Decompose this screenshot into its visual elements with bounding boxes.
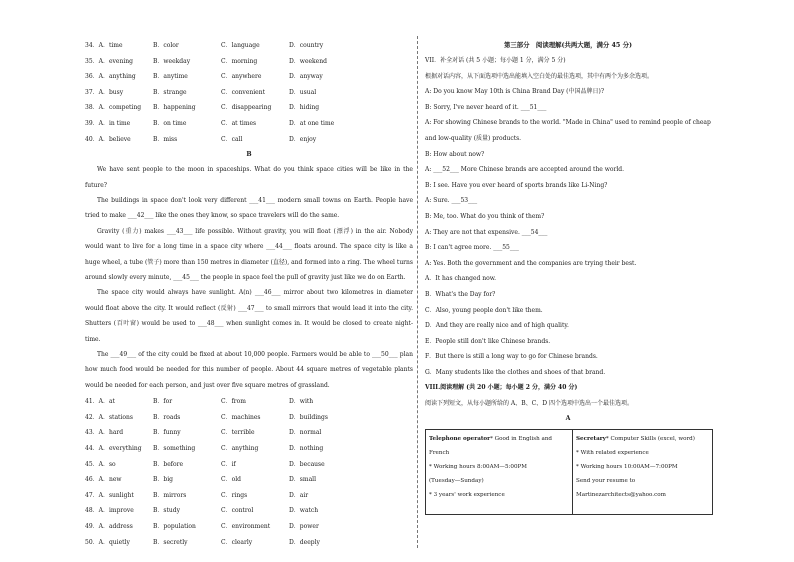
- option-row: [85, 535, 413, 551]
- dialogue-line: A: Sure. ___53___: [425, 197, 478, 205]
- ad-secretary: [573, 430, 712, 514]
- option-d: D．at one time: [289, 119, 335, 127]
- dialogue-line: A: ___52___ More Chinese brands are accepted around the world.: [425, 166, 625, 174]
- option-b: B．something: [153, 445, 196, 453]
- option-d: D．with: [289, 398, 314, 406]
- option-c: C．morning: [221, 57, 258, 65]
- option-b: B．miss: [153, 135, 178, 143]
- option-row: [85, 488, 413, 504]
- ad-line: * 3 years' work experience: [429, 492, 505, 498]
- option-c: C．rings: [221, 491, 248, 499]
- option-b: B．before: [153, 460, 184, 468]
- section-viii-instruction: 阅读下列短文，从每小题所给的 A、B、C、D 四个选项中选出一个最佳选项。: [425, 400, 633, 408]
- dialogue-line: A: For showing Chinese brands to the world. "Made in China" used to remind people of cheap and low-quality (质量) products.: [425, 119, 711, 142]
- option-row: [85, 519, 413, 535]
- option-c: C．language: [221, 42, 260, 49]
- passage-paragraph: Gravity (重力) makes ___43___ life possible. Without gravity, you will float (漂浮) in the air. Nobody would want to live for a long time in a space city where ___44___ floats around. The space city is like a huge wheel, a tube (管子) more than 150 metres in diameter (直径), and formed into a ring. The wheel turns around slowly every minute, ___45___ the people in space feel the pull of gravity just like we do on Earth.: [85, 227, 413, 281]
- option-c: C．control: [221, 507, 254, 515]
- section-viii-title: VIII.阅读理解 (共 20 小题；每小题 2 分，满分 40 分): [425, 384, 578, 392]
- option-b: B．color: [153, 42, 179, 49]
- passage-b: [85, 162, 413, 393]
- option-a: 35．A．evening: [85, 57, 133, 65]
- option-row: [85, 425, 413, 441]
- part-three-title: 第三部分 阅读理解(共两大题，满分 45 分): [503, 41, 633, 49]
- dialogue-block: [425, 84, 711, 271]
- option-row: [85, 394, 413, 410]
- option-d: D．normal: [289, 429, 322, 437]
- option-a: 40．A．believe: [85, 135, 131, 143]
- column-divider: [417, 36, 418, 548]
- option-a: 34．A．time: [85, 42, 123, 49]
- option-c: C．old: [221, 476, 241, 484]
- choice-item: B．What's the Day for?: [425, 290, 496, 298]
- ad-title: Telephone operator: [429, 436, 491, 442]
- section-a-heading: A: [565, 414, 571, 422]
- option-d: D．weekend: [289, 57, 327, 65]
- option-d: D．watch: [289, 507, 319, 515]
- option-d: D．anyway: [289, 73, 323, 81]
- dialogue-line: A: They are not that expensive. ___54___: [425, 228, 548, 236]
- option-a: 41．A．at: [85, 398, 115, 406]
- passage-paragraph: We have sent people to the moon in spaceships. What do you think space cities will be like in the future?: [85, 166, 413, 189]
- option-c: C．anything: [221, 445, 259, 453]
- passage-paragraph: The space city would always have sunlight. A(n) ___46___ mirror about two kilometres in diameter would float above the city. It would reflect (反射) ___47___ to small mirrors that would lead it into the city. Shutters (百叶窗) would be used to ___48___ when sunlight comes in. It would be closed to create night-time.: [85, 289, 413, 343]
- option-c: C．at times: [221, 119, 257, 127]
- dialogue-line: B: Sorry, I've never heard of it. ___51___: [425, 103, 547, 111]
- passage-paragraph: The ___49___ of the city could be fixed at about 10,000 people. Farmers would be able to ___50___ plan how much food would be needed for this number of people. About 44 square metres of vegetable plants would be needed for each person, and just over five square metres of grassland.: [85, 351, 413, 389]
- option-a: 47．A．sunlight: [85, 491, 134, 499]
- option-d: D．deeply: [289, 538, 320, 546]
- option-a: 39．A．in time: [85, 119, 131, 127]
- option-a: 43．A．hard: [85, 429, 124, 437]
- choice-item: C．Also, young people don't like them.: [425, 306, 543, 314]
- option-b: B．population: [153, 523, 196, 530]
- option-row: [85, 457, 413, 473]
- dialogue-line: A: Do you know May 10th is China Brand Day (中国品牌日)?: [425, 88, 605, 96]
- section-vii-title: VII．补全对话 (共 5 小题；每小题 1 分，满分 5 分): [425, 57, 566, 64]
- passage-paragraph: The buildings in space don't look very different ___41___ modern small towns on Earth. People have tried to make ___42___ like the ones they know, so space travelers will do the same.: [85, 196, 413, 220]
- section-vii-instruction: 根据对话内容，从下面选项中选出能填入空白处的最佳选项，其中有两个为多余选项。: [425, 72, 654, 80]
- option-c: C．convenient: [221, 88, 265, 96]
- option-c: C．from: [221, 398, 246, 406]
- option-c: C．terrible: [221, 429, 255, 437]
- option-row: [85, 100, 413, 116]
- choice-item: F．But there is still a long way to go for Chinese brands.: [425, 353, 598, 361]
- option-row: [85, 441, 413, 457]
- option-row: [85, 503, 413, 519]
- option-b: B．strange: [153, 88, 187, 96]
- choice-item: D．And they are really nice and of high quality.: [425, 322, 569, 330]
- dialogue-line: B: I can't agree more. ___55___: [425, 244, 519, 252]
- option-b: B．on time: [153, 119, 187, 127]
- option-b: B．weekday: [153, 57, 191, 65]
- option-a: 46．A．new: [85, 476, 122, 484]
- ad-line: Send your resume to Martinezarchitects@yahoo.com: [576, 478, 666, 498]
- choice-item: G．Many students like the clothes and shoes of that brand.: [425, 368, 606, 376]
- option-d: D．power: [289, 523, 319, 530]
- dialogue-line: B: I see. Have you ever heard of sports brands like Li-Ning?: [425, 181, 608, 189]
- option-c: C．environment: [221, 523, 271, 530]
- option-a: 50．A．quietly: [85, 538, 130, 546]
- option-a: 36．A．anything: [85, 73, 136, 81]
- option-d: D．nothing: [289, 445, 324, 453]
- option-a: 49．A．address: [85, 523, 133, 530]
- ad-telephone-operator: [426, 430, 573, 514]
- ad-title: Secretary: [576, 436, 606, 442]
- choice-item: E．People still don't like Chinese brands.: [425, 337, 551, 345]
- option-row: [85, 472, 413, 488]
- left-column: [85, 38, 413, 550]
- ad-description: * Good in English and French: [429, 436, 553, 456]
- choice-list: [425, 271, 711, 380]
- right-column: [425, 38, 711, 426]
- option-b: B．roads: [153, 413, 181, 421]
- option-b: B．anytime: [153, 73, 188, 81]
- option-row: [85, 38, 413, 54]
- option-a: 42．A．stations: [85, 413, 133, 421]
- option-b: B．mirrors: [153, 491, 187, 499]
- option-c: C．call: [221, 135, 243, 143]
- option-row: [85, 410, 413, 426]
- options-block-41-50: [85, 394, 413, 550]
- option-b: B．for: [153, 398, 173, 406]
- option-a: 37．A．busy: [85, 88, 124, 96]
- option-c: C．disappearing: [221, 104, 272, 112]
- option-row: [85, 54, 413, 70]
- option-row: [85, 69, 413, 85]
- ad-line: * Working hours 8:00AM—5:00PM: [429, 464, 527, 470]
- option-d: D．air: [289, 491, 309, 499]
- option-d: D．buildings: [289, 413, 328, 421]
- ad-description: * Computer Skills (excel, word): [605, 436, 695, 442]
- option-d: D．usual: [289, 88, 317, 96]
- options-block-34-40: [85, 38, 413, 147]
- option-b: B．secretly: [153, 538, 188, 546]
- option-row: [85, 85, 413, 101]
- option-row: [85, 116, 413, 132]
- ad-line: * With related experience: [576, 450, 649, 456]
- option-c: C．machines: [221, 413, 261, 421]
- dialogue-line: A: Yes. Both the government and the companies are trying their best.: [425, 259, 637, 267]
- option-d: D．enjoy: [289, 135, 317, 143]
- option-d: D．hiding: [289, 104, 320, 112]
- dialogue-line: B: Me, too. What do you think of them?: [425, 212, 545, 220]
- option-row: [85, 132, 413, 148]
- option-c: C．if: [221, 460, 236, 468]
- option-a: 38．A．competing: [85, 104, 142, 112]
- option-a: 44．A．everything: [85, 445, 142, 453]
- option-d: D．country: [289, 42, 324, 49]
- option-c: C．clearly: [221, 538, 253, 546]
- option-b: B．big: [153, 476, 174, 484]
- option-b: B．happening: [153, 104, 196, 112]
- option-d: D．small: [289, 476, 316, 484]
- option-c: C．anywhere: [221, 73, 262, 81]
- option-d: D．because: [289, 460, 325, 468]
- option-a: 45．A．so: [85, 460, 116, 468]
- choice-item: A．It has changed now.: [425, 275, 497, 283]
- section-b-heading: B: [246, 151, 252, 159]
- dialogue-line: B: How about now?: [425, 150, 485, 158]
- job-ads-table: [425, 429, 713, 515]
- ad-line: * Working hours 10:00AM—7:00PM: [576, 464, 678, 470]
- option-b: B．funny: [153, 429, 181, 437]
- option-a: 48．A．improve: [85, 507, 134, 515]
- ad-line: (Tuesday—Sunday): [429, 478, 484, 484]
- option-b: B．study: [153, 507, 180, 515]
